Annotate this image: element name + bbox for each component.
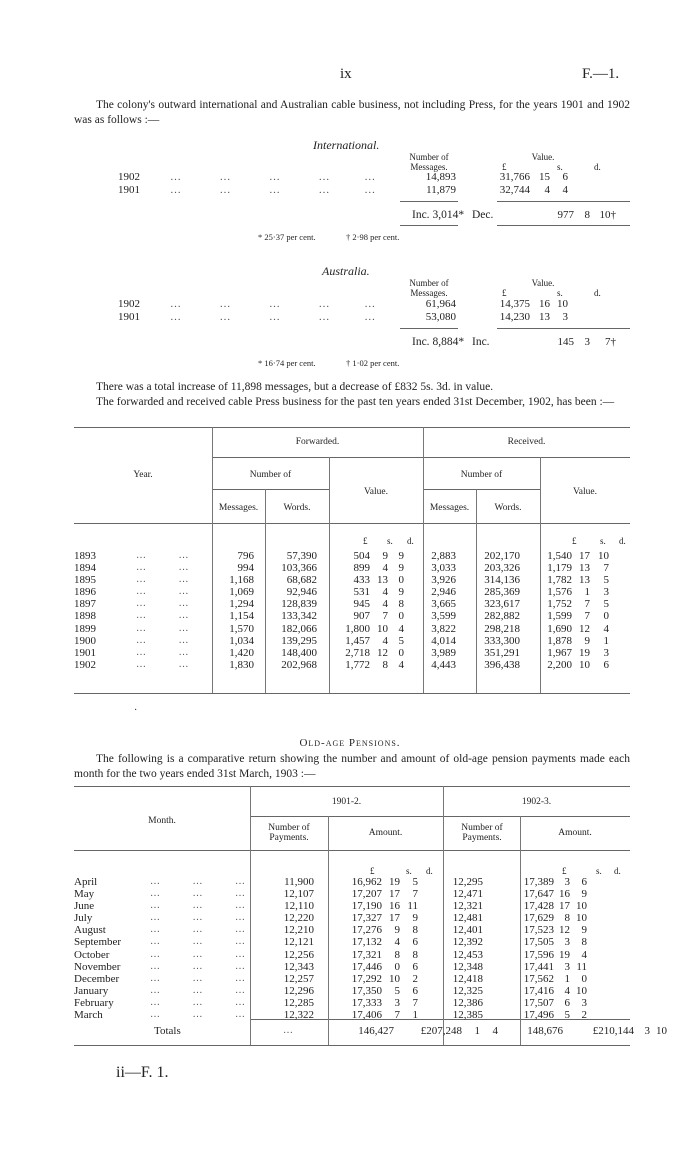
- australia-table: [118, 298, 568, 324]
- lsd-pound: £: [502, 162, 507, 172]
- totals-y1-pence: 4: [492, 1025, 498, 1037]
- lsd-shilling: s.: [387, 536, 393, 546]
- lsd-shilling: s.: [596, 866, 602, 876]
- lsd-shilling: s.: [600, 536, 606, 546]
- table-row: April … … … 11,900 16,962 19 5 12,295 17,389 3 6: [74, 876, 587, 888]
- table-row: 1898 … … 1,154 133,342 907 7 0 3,599 282,882 1,599 7 0: [74, 610, 609, 623]
- press-rec-number-of: Number of: [460, 470, 503, 480]
- international-footnote-2: † 2·98 per cent.: [346, 232, 400, 242]
- totals-y1-shillings: 1: [474, 1025, 480, 1037]
- totals-label: Totals: [154, 1025, 181, 1037]
- lsd-pence: d.: [407, 536, 414, 546]
- pensions-year2-header: 1902-3.: [521, 797, 552, 807]
- australia-footnote-2: † 1·02 per cent.: [346, 358, 400, 368]
- table-row: January … … … 12,296 17,350 5 6 12,325 17,416 4 10: [74, 984, 587, 997]
- pensions-y1-amount-header: Amount.: [368, 828, 403, 838]
- press-forwarded-header: Forwarded.: [295, 437, 340, 447]
- totals-y1-pounds: £207,248: [420, 1025, 462, 1037]
- australia-inc2-pence: 7†: [605, 336, 616, 348]
- international-dec-pounds: 977: [557, 209, 574, 221]
- international-dec-shillings: 8: [584, 209, 590, 221]
- summary-paragraph: There was a total increase of 11,898 messages, but a decrease of £832 5s. 3d. in value.: [96, 381, 494, 393]
- lsd-pence: d.: [619, 536, 626, 546]
- table-row: 1901 … … … … … 11,879 32,744 4 4: [118, 184, 568, 196]
- pensions-totals-row: Totals … 146,427 £207,248 1 4 148,676 £210,144 3 10: [74, 1025, 667, 1037]
- table-row: 1901 … … 1,420 148,400 2,718 12 0 3,989 351,291 1,967 19 3: [74, 646, 609, 659]
- international-inc-value: 3,014*: [432, 209, 465, 221]
- international-table: [118, 171, 568, 197]
- press-table-body: [74, 550, 609, 671]
- table-row: October … … … 12,256 17,321 8 8 12,453 17,596 19 4: [74, 948, 587, 961]
- table-row: 1896 … … 1,069 92,946 531 4 9 2,946 285,369 1,576 1 3: [74, 586, 609, 599]
- australia-inc2-pounds: 145: [557, 336, 574, 348]
- press-fwd-messages-header: Messages.: [218, 503, 259, 513]
- table-row: February … … … 12,285 17,333 3 7 12,386 17,507 6 3: [74, 996, 587, 1009]
- totals-y2-number: 148,676: [527, 1025, 563, 1037]
- table-row: December … … … 12,257 17,292 10 2 12,418 17,562 1 0: [74, 972, 587, 985]
- australia-footnote-1: * 16·74 per cent.: [258, 358, 316, 368]
- press-fwd-number-of: Number of: [249, 470, 292, 480]
- pensions-title: Old-age Pensions.: [299, 737, 401, 749]
- lsd-pence: d.: [594, 288, 601, 298]
- totals-y2-pence: 10: [656, 1025, 667, 1037]
- table-row: 1900 … … 1,034 139,295 1,457 4 5 4,014 333,300 1,878 9 1: [74, 634, 609, 647]
- table-row: 1894 … … 994 103,366 899 4 9 3,033 203,326 1,179 13 7: [74, 562, 609, 575]
- international-inc-label: Inc.: [412, 209, 430, 221]
- table-row: 1902 … … 1,830 202,968 1,772 8 4 4,443 396,438 2,200 10 6: [74, 658, 609, 671]
- lsd-pound: £: [502, 288, 507, 298]
- table-row: 1902 … … … … … 61,964 14,375 16 10: [118, 298, 568, 310]
- footer-reference: ii—F. 1.: [116, 1064, 169, 1081]
- press-fwd-words-header: Words.: [283, 503, 311, 513]
- table-row: May … … … 12,107 17,207 17 7 12,471 17,647 16 9: [74, 888, 587, 901]
- australia-inc2-shillings: 3: [584, 336, 590, 348]
- table-row: 1895 … … 1,168 68,682 433 13 0 3,926 314,136 1,782 13 5: [74, 574, 609, 587]
- australia-inc-value: 8,884*: [432, 336, 465, 348]
- international-dec-pence: 10†: [599, 209, 616, 221]
- australia-inc-label: Inc.: [412, 336, 430, 348]
- pensions-y2-amount-header: Amount.: [558, 828, 592, 838]
- press-intro-paragraph: The forwarded and received cable Press business for the past ten years ended 31st December, 1902, has been :—: [96, 396, 615, 408]
- press-received-header: Received.: [507, 437, 546, 447]
- table-row: 1897 … … 1,294 128,839 945 4 8 3,665 323,617 1,752 7 5: [74, 598, 609, 611]
- australia-inc2-label: Inc.: [472, 336, 490, 348]
- press-year-header: Year.: [133, 470, 153, 480]
- australia-title: Australia.: [322, 264, 370, 278]
- international-dec-label: Dec.: [472, 209, 494, 221]
- totals-y2-pounds: £210,144: [592, 1025, 634, 1037]
- table-row: 1893 … … 796 57,390 504 9 9 2,883 202,170 1,540 17 10: [74, 550, 609, 562]
- lsd-shilling: s.: [557, 162, 563, 172]
- table-row: 1899 … … 1,570 182,066 1,800 10 4 3,822 298,218 1,690 12 4: [74, 622, 609, 635]
- lsd-pound: £: [572, 536, 577, 546]
- intro-paragraph: The colony's outward international and Australian cable business, not including Press, for the years 1901 and 1902 was as follows :—: [74, 99, 630, 126]
- totals-y1-number: 146,427: [358, 1025, 394, 1037]
- table-row: August … … … 12,210 17,276 9 8 12,401 17,523 12 9: [74, 924, 587, 937]
- lsd-pound: £: [370, 866, 375, 876]
- international-footnote-1: * 25·37 per cent.: [258, 232, 316, 242]
- press-rec-messages-header: Messages.: [429, 503, 470, 513]
- lsd-pound: £: [363, 536, 368, 546]
- pensions-y2-number-header: Number of Payments.: [461, 823, 503, 843]
- table-row: 1901 … … … … … 53,080 14,230 13 3: [118, 311, 568, 323]
- lsd-pence: d.: [594, 162, 601, 172]
- press-rec-value-header: Value.: [572, 487, 597, 497]
- international-col-messages: Number of Messages.: [409, 152, 449, 172]
- international-title: International.: [313, 138, 380, 152]
- australia-col-messages: Number of Messages.: [409, 278, 449, 298]
- pensions-intro-paragraph: The following is a comparative return showing the number and amount of old-age pension payments made each month for the two years ended 31st March, 1903 :—: [74, 753, 630, 780]
- pensions-y1-number-header: Number of Payments.: [268, 823, 310, 843]
- page-number: ix: [340, 66, 352, 82]
- lsd-pence: d.: [426, 866, 433, 876]
- lsd-shilling: s.: [557, 288, 563, 298]
- table-row: March … … … 12,322 17,406 7 1 12,385 17,496 5 2: [74, 1009, 587, 1022]
- table-row: November … … … 12,343 17,446 0 6 12,348 17,441 3 11: [74, 960, 587, 973]
- press-rec-words-header: Words.: [494, 503, 522, 513]
- lsd-shilling: s.: [406, 866, 412, 876]
- pensions-month-header: Month.: [148, 816, 176, 826]
- pensions-year1-header: 1901-2.: [331, 797, 362, 807]
- table-row: September … … … 12,121 17,132 4 6 12,392 17,505 3 8: [74, 936, 587, 949]
- lsd-pence: d.: [614, 866, 621, 876]
- australia-col-value: Value.: [531, 278, 555, 288]
- pensions-table-body: [74, 876, 587, 1021]
- lsd-pound: £: [562, 866, 567, 876]
- table-row: July … … … 12,220 17,327 17 9 12,481 17,629 8 10: [74, 912, 587, 925]
- table-row: June … … … 12,110 17,190 16 11 12,321 17,428 17 10: [74, 900, 587, 913]
- table-row: 1902 … … … … … 14,893 31,766 15 6: [118, 171, 568, 183]
- totals-y2-shillings: 3: [644, 1025, 650, 1037]
- press-fwd-value-header: Value.: [363, 487, 388, 497]
- document-reference: F.—1.: [582, 66, 620, 82]
- international-col-value: Value.: [531, 152, 555, 162]
